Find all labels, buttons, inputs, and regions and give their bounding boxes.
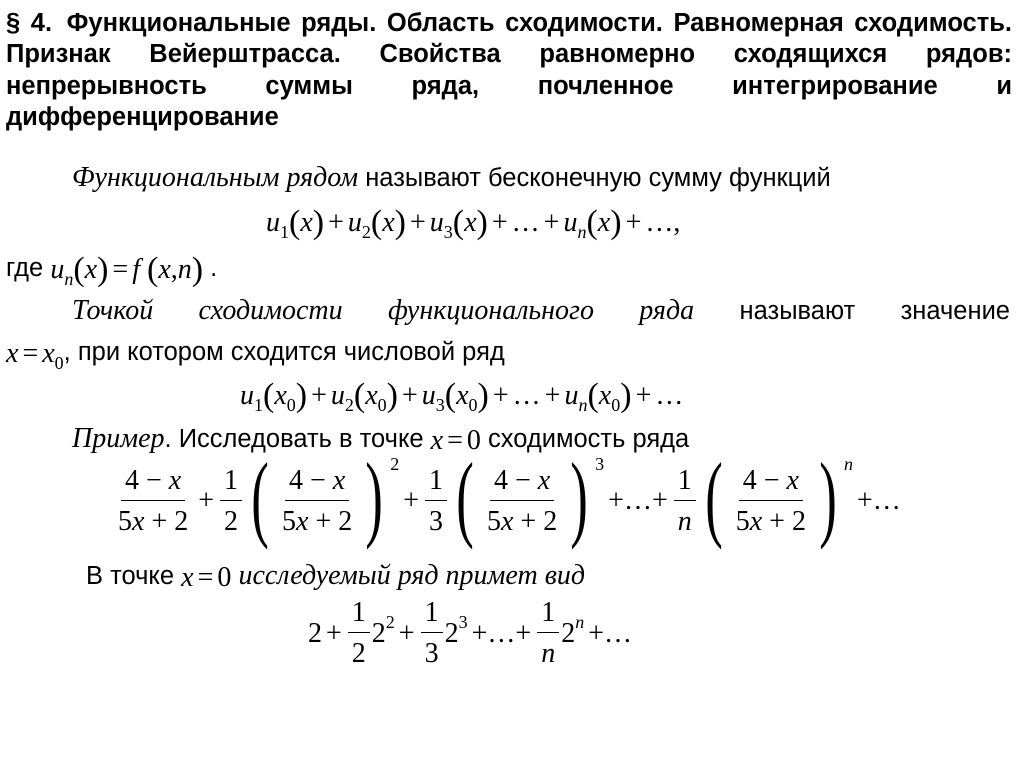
- paragraph-convergence-line2: $x = x_0$, при котором сходится числовой ряд: [6, 338, 505, 373]
- formula-x-equals-0-b: x = 0: [181, 562, 232, 593]
- section-mark: § 4.: [6, 9, 53, 37]
- definition-text: называют бесконечную сумму функций: [358, 164, 831, 192]
- where-word: где: [6, 254, 44, 282]
- paragraph-where: где $u_n(x) = f$ (x,n) .: [6, 251, 218, 289]
- formula-x-equals-0: x = 0: [430, 425, 481, 456]
- term-convergence-point: Точкой сходимости функционального ряда: [72, 295, 695, 326]
- section-title: Функциональные ряды. Область сходимости. Равномерная сходимость. Признак Вейерштрасса. Свойства равномерно сходящихся рядов: непрерывность суммы ряда, почленное интегрирование и дифференцирование: [6, 9, 1012, 131]
- section-heading: [6, 8, 1012, 133]
- paragraph-convergence-point: [72, 296, 1010, 326]
- paragraph-at-point: В точке x = 0 исследуемый ряд примет вид: [86, 560, 586, 593]
- formula-numeric-series: $u_1(x_0) + u_2(x_0) + u_3(x_0)$ + … + $u_n(x_0)$ + …: [240, 377, 684, 415]
- formula-example-series: $\frac{4 - x}{5x + 2}$ + $\frac{1}{2}$ ( $\frac{4 - x}{5x + 2}$ ) 2 + $\frac{1}{3}$ ( $\frac{4 - x}{5x + 2}$ ) 3 +…+ $\frac{1}{n}$ ( $\frac{4 - x}{5x + 2}$ ) n +…: [118, 443, 901, 550]
- convergence-text: называют значение: [739, 297, 1010, 325]
- paragraph-example: Пример. Исследовать в точке x = 0 сходимость ряда: [72, 423, 690, 456]
- term-example: Пример: [72, 423, 165, 454]
- formula-functional-series: $u_1(x) + u_2(x) + u_3(x)$ + … + $u_n(x)$ + …,: [266, 204, 681, 242]
- term-functional-series: Функциональным рядом: [72, 162, 359, 193]
- formula-x-equals-x0: $x = x_0$: [6, 338, 64, 373]
- formula-un-definition: $u_n(x) = f$ (x,n): [50, 251, 204, 289]
- paragraph-definition-series: [72, 163, 831, 193]
- formula-resulting-series: 2 + $\frac{1}{2}$ $2^2$ + $\frac{1}{3}$ $2^3$ +…+ $\frac{1}{n}$ $2^n$ +…: [308, 597, 632, 669]
